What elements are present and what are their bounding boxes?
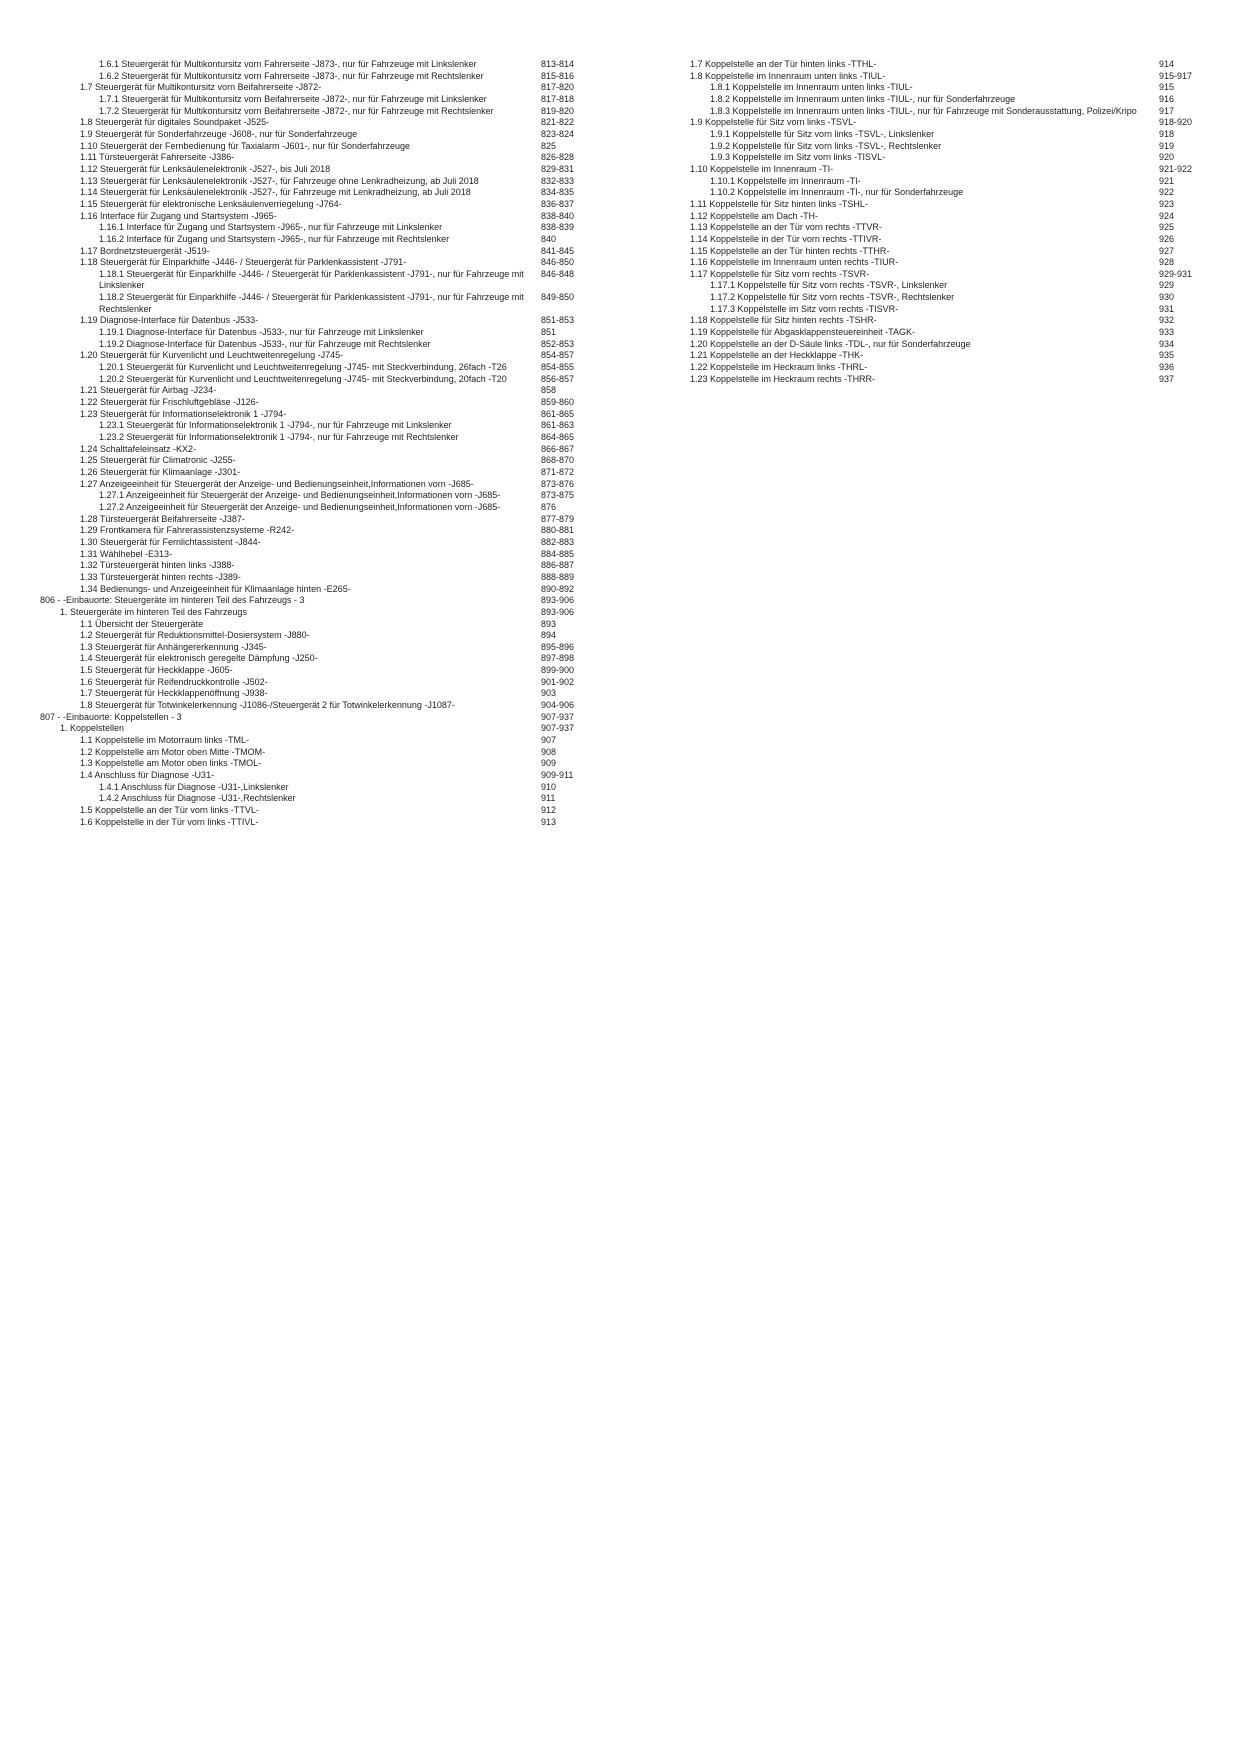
toc-entry-pages: 924 [1159, 210, 1175, 221]
toc-entry-pages: 929 [1159, 280, 1175, 291]
toc-entry [690, 362, 1210, 374]
toc-entry-title: 1.12 Steuergerät für Lenksäulenelektronik -J527-, bis Juli 2018 [80, 163, 331, 174]
toc-entry [690, 211, 1210, 223]
toc-entry-title: 1.23 Steuergerät für Informationselektronik 1 -J794- [80, 408, 287, 419]
toc-entry-pages: 933 [1159, 327, 1175, 338]
toc-entry-pages: 928 [1159, 257, 1175, 268]
toc-entry-pages: 880-881 [541, 525, 575, 536]
toc-entry [0, 129, 600, 141]
toc-entry-title: 1. Steuergeräte im hinteren Teil des Fahrzeugs [60, 606, 247, 617]
toc-entry-title: 1.14 Koppelstelle in der Tür vorn rechts -TTIVR- [690, 233, 882, 244]
toc-entry [0, 106, 600, 118]
toc-entry-title: 1.24 Schalttafeleinsatz -KX2- [80, 443, 197, 454]
toc-entry-pages: 937 [1159, 373, 1175, 384]
toc-entry [0, 246, 600, 258]
toc-entry [0, 665, 600, 677]
toc-entry-title: 1.2 Koppelstelle am Motor oben Mitte -TMOM- [80, 746, 266, 757]
toc-entry-pages: 907-937 [541, 723, 575, 734]
toc-entry-pages: 840 [541, 233, 557, 244]
toc-entry-pages: 929-931 [1159, 268, 1193, 279]
toc-entry [0, 677, 600, 689]
toc-entry-pages: 895-896 [541, 641, 575, 652]
toc-entry-title: 1.34 Bedienungs- und Anzeigeeinheit für Klimaanlage hinten -E265- [80, 583, 351, 594]
toc-entry-pages: 817-818 [541, 93, 575, 104]
toc-entry [690, 280, 1210, 292]
toc-entry [690, 141, 1210, 153]
toc-entry [0, 735, 600, 747]
toc-entry [0, 514, 600, 526]
toc-entry [690, 374, 1210, 386]
toc-entry-pages: 849-850 [541, 292, 575, 303]
toc-entry-pages: 893 [541, 618, 557, 629]
toc-entry-pages: 851 [541, 327, 557, 338]
toc-entry-pages: 882-883 [541, 536, 575, 547]
toc-entry-title: 1.8.1 Koppelstelle im Innenraum unten links -TIUL- [710, 82, 913, 93]
toc-right-column [690, 59, 1210, 385]
toc-entry [0, 723, 600, 735]
toc-entry-pages: 910 [541, 781, 557, 792]
toc-entry-pages: 930 [1159, 292, 1175, 303]
toc-entry-pages: 856-857 [541, 373, 575, 384]
toc-entry [0, 257, 600, 269]
toc-entry-title: 1.26 Steuergerät für Klimaanlage -J301- [80, 466, 241, 477]
toc-entry-pages: 819-820 [541, 105, 575, 116]
toc-entry [0, 549, 600, 561]
toc-entry [690, 257, 1210, 269]
toc-entry-pages: 864-865 [541, 432, 575, 442]
toc-entry-pages: 888-889 [541, 571, 575, 582]
toc-entry-pages: 897-898 [541, 653, 575, 664]
toc-entry-title: 1.18.1 Steuergerät für Einparkhilfe -J446- / Steuergerät für Parklenkassistent -J791-, nur für Fahrzeuge mit Linkslenker [99, 268, 524, 291]
toc-entry-pages: 893-906 [541, 595, 575, 606]
toc-entry-title: 1.15 Steuergerät für elektronische Lenksäulenverriegelung -J764- [80, 198, 342, 209]
toc-entry [0, 222, 600, 234]
toc-entry-pages: 890-892 [541, 583, 575, 594]
toc-entry-pages: 903 [541, 688, 557, 699]
toc-entry-title: 1.5 Steuergerät für Heckklappe -J605- [80, 665, 233, 676]
toc-entry [690, 339, 1210, 351]
toc-entry [0, 642, 600, 654]
toc-entry [690, 234, 1210, 246]
toc-entry-pages: 935 [1159, 350, 1175, 361]
toc-entry-pages: 859-860 [541, 397, 575, 408]
toc-entry-title: 1.20 Koppelstelle an der D-Säule links -TDL-, nur für Sonderfahrzeuge [690, 338, 971, 349]
toc-entry-pages: 825 [541, 140, 557, 151]
toc-entry-title: 1.33 Türsteuergerät hinten rechts -J389- [80, 571, 241, 582]
toc-entry-title: 1.3 Koppelstelle am Motor oben links -TMOL- [80, 758, 262, 769]
toc-entry-title: 1.27.1 Anzeigeeinheit für Steuergerät der Anzeige- und Bedienungseinheit,Informationen vorn -J685- [99, 490, 501, 501]
toc-entry-title: 1.10 Koppelstelle im Innenraum -TI- [690, 163, 834, 174]
toc-entry-title: 1.8 Koppelstelle im Innenraum unten links -TIUL- [690, 70, 886, 81]
toc-entry-title: 1.9.3 Koppelstelle im Sitz vorn links -TISVL- [710, 152, 886, 163]
toc-entry-title: 1.19.2 Diagnose-Interface für Datenbus -J533-, nur für Fahrzeuge mit Rechtslenker [99, 338, 431, 349]
toc-entry [0, 164, 600, 176]
toc-entry-pages: 919 [1159, 140, 1175, 151]
toc-entry-pages: 829-831 [541, 163, 575, 174]
toc-entry [690, 117, 1210, 129]
toc-entry [690, 59, 1210, 71]
toc-entry-pages: 926 [1159, 233, 1175, 244]
toc-entry [0, 653, 600, 665]
toc-entry [690, 82, 1210, 94]
toc-entry-title: 1.8 Steuergerät für Totwinkelerkennung -J1086-/Steuergerät 2 für Totwinkelerkennung -J1087- [80, 700, 455, 711]
toc-entry [0, 374, 600, 386]
toc-entry-title: 1.10.2 Koppelstelle im Innenraum -TI-, nur für Sonderfahrzeuge [710, 187, 964, 198]
toc-entry-title: 807 - -Einbauorte: Koppelstellen - 3 [40, 711, 182, 722]
toc-entry [0, 141, 600, 153]
toc-entry [0, 490, 600, 502]
toc-entry [690, 94, 1210, 106]
toc-entry-pages: 866-867 [541, 443, 575, 454]
toc-entry [0, 782, 600, 794]
toc-entry [690, 304, 1210, 316]
toc-entry-title: 1.9.1 Koppelstelle für Sitz vorn links -TSVL-, Linkslenker [710, 128, 935, 139]
toc-entry [690, 292, 1210, 304]
toc-entry-pages: 876 [541, 501, 557, 512]
toc-entry-title: 1.6 Steuergerät für Reifendruckkontrolle -J502- [80, 676, 268, 687]
toc-entry-title: 1.19.1 Diagnose-Interface für Datenbus -J533-, nur für Fahrzeuge mit Linkslenker [99, 327, 424, 338]
toc-entry-title: 1.8.2 Koppelstelle im Innenraum unten links -TIUL-, nur für Sonderfahrzeuge [710, 93, 1016, 104]
toc-entry-pages: 916 [1159, 93, 1175, 104]
toc-entry [690, 315, 1210, 327]
toc-entry-pages: 915-917 [1159, 70, 1193, 81]
toc-entry-title: 1.29 Frontkamera für Fahrerassistenzsysteme -R242- [80, 525, 295, 536]
toc-entry-pages: 894 [541, 630, 557, 641]
toc-entry-title: 1.3 Steuergerät für Anhängererkennung -J345- [80, 641, 267, 652]
toc-entry [0, 793, 600, 805]
toc-entry-title: 1.31 Wählhebel -E313- [80, 548, 173, 559]
toc-entry [690, 176, 1210, 188]
toc-entry [0, 817, 600, 829]
toc-entry [0, 537, 600, 549]
toc-entry-pages: 854-857 [541, 350, 575, 361]
toc-entry-title: 1.6.2 Steuergerät für Multikontursitz vorn Fahrerseite -J873-, nur für Fahrzeuge mit Rechtslenker [99, 70, 484, 81]
toc-entry-pages: 907 [541, 735, 557, 746]
toc-entry [0, 71, 600, 83]
toc-entry-pages: 851-853 [541, 315, 575, 326]
toc-entry-pages: 846-848 [541, 268, 575, 279]
toc-entry-title: 1.22 Steuergerät für Frischluftgebläse -J126- [80, 397, 259, 408]
toc-entry-pages: 838-840 [541, 210, 575, 221]
toc-entry [0, 700, 600, 712]
toc-entry [690, 164, 1210, 176]
toc-entry [0, 420, 600, 432]
toc-entry [0, 362, 600, 374]
toc-entry-pages: 918 [1159, 128, 1175, 139]
toc-entry-title: 1.17.1 Koppelstelle für Sitz vorn rechts -TSVR-, Linkslenker [710, 280, 948, 291]
toc-entry-title: 1.2 Steuergerät für Reduktionsmittel-Dosiersystem -J880- [80, 630, 310, 641]
toc-entry-title: 1.15 Koppelstelle an der Tür hinten rechts -TTHR- [690, 245, 890, 256]
toc-entry-pages: 826-828 [541, 152, 575, 163]
toc-entry-title: 1.13 Koppelstelle an der Tür vorn rechts -TTVR- [690, 222, 882, 233]
toc-entry-pages: 886-887 [541, 560, 575, 571]
toc-entry-pages: 922 [1159, 187, 1175, 198]
toc-entry-pages: 821-822 [541, 117, 575, 128]
toc-entry-title: 1.8.3 Koppelstelle im Innenraum unten links -TIUL-, nur für Fahrzeuge mit Sonderausstattung, Polizei/Kripo [710, 105, 1137, 116]
toc-entry-title: 1.16 Koppelstelle im Innenraum unten rechts -TIUR- [690, 257, 899, 268]
toc-entry-title: 1.27 Anzeigeeinheit für Steuergerät der Anzeige- und Bedienungseinheit,Informationen vorn -J685- [80, 478, 474, 489]
toc-entry-title: 1.7 Steuergerät für Heckklappenöffnung -J938- [80, 688, 268, 699]
toc-entry-pages: 899-900 [541, 665, 575, 676]
toc-entry-pages: 913 [541, 816, 557, 827]
toc-entry [0, 758, 600, 770]
toc-entry [0, 595, 600, 607]
toc-entry-title: 1.7 Koppelstelle an der Tür hinten links -TTHL- [690, 59, 877, 69]
toc-entry-title: 806 - -Einbauorte: Steuergeräte im hinteren Teil des Fahrzeugs - 3 [40, 595, 305, 606]
toc-entry-title: 1.6.1 Steuergerät für Multikontursitz vorn Fahrerseite -J873-, nur für Fahrzeuge mit Linkslenker [99, 59, 477, 69]
toc-entry-title: 1.16 Interface für Zugang und Startsystem -J965- [80, 210, 277, 221]
toc-entry-pages: 868-870 [541, 455, 575, 466]
toc-entry [0, 187, 600, 199]
toc-entry-pages: 931 [1159, 303, 1175, 314]
toc-entry [0, 467, 600, 479]
toc-entry-title: 1.17 Koppelstelle für Sitz vorn rechts -TSVR- [690, 268, 870, 279]
toc-entry-title: 1.17.2 Koppelstelle für Sitz vorn rechts -TSVR-, Rechtslenker [710, 292, 955, 303]
toc-entry [0, 805, 600, 817]
toc-entry-pages: 909-911 [541, 770, 574, 781]
toc-entry-title: 1.23.2 Steuergerät für Informationselektronik 1 -J794-, nur für Fahrzeuge mit Rechtslenker [99, 432, 459, 442]
toc-entry [0, 560, 600, 572]
toc-entry [0, 479, 600, 491]
toc-entry-title: 1.4 Anschluss für Diagnose -U31- [80, 770, 215, 781]
toc-entry-title: 1.9 Koppelstelle für Sitz vorn links -TSVL- [690, 117, 857, 128]
toc-entry-pages: 934 [1159, 338, 1175, 349]
toc-entry-pages: 921 [1159, 175, 1175, 186]
toc-entry-title: 1.17 Bordnetzsteuergerät -J519- [80, 245, 210, 256]
toc-entry-title: 1.25 Steuergerät für Climatronic -J255- [80, 455, 236, 466]
toc-entry-title: 1.11 Koppelstelle für Sitz hinten links -TSHL- [690, 198, 868, 209]
toc-entry-title: 1.12 Koppelstelle am Dach -TH- [690, 210, 819, 221]
toc-entry-pages: 921-922 [1159, 163, 1193, 174]
toc-entry-title: 1.17.3 Koppelstelle im Sitz vorn rechts -TISVR- [710, 303, 899, 314]
toc-entry-title: 1.23.1 Steuergerät für Informationselektronik 1 -J794-, nur für Fahrzeuge mit Linkslenker [99, 420, 452, 431]
toc-entry-pages: 923 [1159, 198, 1175, 209]
toc-entry-title: 1.18 Koppelstelle für Sitz hinten rechts -TSHR- [690, 315, 877, 326]
toc-entry-pages: 912 [541, 805, 557, 815]
toc-entry [0, 315, 600, 327]
toc-entry [0, 385, 600, 397]
toc-entry-pages: 836-837 [541, 198, 575, 209]
toc-entry-title: 1.9 Steuergerät für Sonderfahrzeuge -J608-, nur für Sonderfahrzeuge [80, 128, 358, 139]
toc-entry [690, 187, 1210, 199]
toc-entry [0, 152, 600, 164]
toc-entry-title: 1.10.1 Koppelstelle im Innenraum -TI- [710, 175, 861, 186]
toc-entry [0, 525, 600, 537]
toc-entry-pages: 915 [1159, 82, 1175, 93]
toc-entry-pages: 907-937 [541, 711, 575, 722]
toc-left-column [0, 59, 600, 828]
toc-entry-pages: 936 [1159, 362, 1175, 373]
toc-entry [0, 619, 600, 631]
toc-entry-pages: 914 [1159, 59, 1175, 69]
toc-entry-title: 1.32 Türsteuergerät hinten links -J388- [80, 560, 235, 571]
toc-entry-title: 1.28 Türsteuergerät Beifahrerseite -J387- [80, 513, 245, 524]
toc-entry [0, 572, 600, 584]
toc-entry [0, 432, 600, 444]
toc-entry-pages: 911 [541, 793, 556, 804]
toc-entry-title: 1.7.2 Steuergerät für Multikontursitz vorn Beifahrerseite -J872-, nur für Fahrzeuge mit Rechtslenker [99, 105, 494, 116]
toc-entry-title: 1.16.1 Interface für Zugang und Startsystem -J965-, nur für Fahrzeuge mit Linkslenker [99, 222, 443, 233]
toc-entry-title: 1.27.2 Anzeigeeinheit für Steuergerät der Anzeige- und Bedienungseinheit,Informationen vorn -J685- [99, 501, 501, 512]
toc-entry-pages: 846-850 [541, 257, 575, 268]
toc-entry-title: 1.4.1 Anschluss für Diagnose -U31-,Linkslenker [99, 781, 289, 792]
toc-entry-title: 1.7 Steuergerät für Multikontursitz vorn Beifahrerseite -J872- [80, 82, 322, 93]
toc-entry [0, 292, 600, 315]
toc-entry-title: 1.19 Diagnose-Interface für Datenbus -J533- [80, 315, 259, 326]
toc-entry [0, 234, 600, 246]
toc-entry-title: 1.10 Steuergerät der Fernbedienung für Taxialarm -J601-, nur für Sonderfahrzeuge [80, 140, 411, 151]
toc-entry-pages: 852-853 [541, 338, 575, 349]
toc-entry [0, 409, 600, 421]
toc-entry-pages: 834-835 [541, 187, 575, 198]
toc-entry-pages: 873-876 [541, 478, 575, 489]
toc-entry-title: 1.4 Steuergerät für elektronisch geregelte Dämpfung -J250- [80, 653, 318, 664]
toc-entry [0, 607, 600, 619]
toc-entry-pages: 861-863 [541, 420, 575, 431]
toc-entry [0, 82, 600, 94]
toc-entry [690, 350, 1210, 362]
toc-entry-pages: 908 [541, 746, 557, 757]
toc-entry-pages: 932 [1159, 315, 1175, 326]
toc-entry [690, 327, 1210, 339]
toc-entry [0, 94, 600, 106]
toc-entry [0, 397, 600, 409]
toc-entry-title: 1.11 Türsteuergerät Fahrerseite -J386- [80, 152, 235, 163]
toc-entry [0, 327, 600, 339]
toc-entry-title: 1.14 Steuergerät für Lenksäulenelektronik -J527-, für Fahrzeuge mit Lenkradheizung, ab Juli 2018 [80, 187, 471, 198]
toc-entry [0, 770, 600, 782]
toc-entry [0, 350, 600, 362]
toc-entry-pages: 920 [1159, 152, 1175, 163]
toc-entry-pages: 823-824 [541, 128, 575, 139]
toc-entry-pages: 893-906 [541, 606, 575, 617]
toc-entry [690, 106, 1210, 118]
toc-entry [0, 747, 600, 759]
toc-entry-pages: 918-920 [1159, 117, 1193, 128]
toc-entry-pages: 901-902 [541, 676, 575, 687]
toc-entry-pages: 904-906 [541, 700, 575, 711]
toc-entry-pages: 917 [1159, 105, 1175, 116]
toc-entry-title: 1.20.1 Steuergerät für Kurvenlicht und Leuchtweitenregelung -J745- mit Steckverbindung, 26fach -T26 [99, 362, 507, 373]
toc-entry [690, 246, 1210, 258]
toc-entry [0, 444, 600, 456]
toc-entry-pages: 858 [541, 385, 557, 396]
toc-entry-pages: 925 [1159, 222, 1175, 233]
toc-entry [0, 630, 600, 642]
toc-entry [0, 712, 600, 724]
toc-entry-title: 1.9.2 Koppelstelle für Sitz vorn links -TSVL-, Rechtslenker [710, 140, 942, 151]
toc-entry [0, 688, 600, 700]
toc-entry-title: 1.6 Koppelstelle in der Tür vorn links -TTIVL- [80, 816, 259, 827]
toc-entry [0, 59, 600, 71]
toc-entry-title: 1.16.2 Interface für Zugang und Startsystem -J965-, nur für Fahrzeuge mit Rechtslenker [99, 233, 450, 244]
toc-entry-pages: 909 [541, 758, 557, 769]
toc-entry [0, 199, 600, 211]
toc-entry [690, 129, 1210, 141]
toc-entry [0, 502, 600, 514]
toc-entry [0, 269, 600, 292]
toc-entry-title: 1.4.2 Anschluss für Diagnose -U31-,Rechtslenker [99, 793, 296, 804]
toc-entry-pages: 813-814 [541, 59, 575, 69]
toc-entry-title: 1.21 Steuergerät für Airbag -J234- [80, 385, 217, 396]
toc-entry [0, 176, 600, 188]
toc-entry-title: 1.8 Steuergerät für digitales Soundpaket -J525- [80, 117, 270, 128]
toc-entry-title: 1.1 Übersicht der Steuergeräte [80, 618, 204, 629]
toc-entry-title: 1.20.2 Steuergerät für Kurvenlicht und Leuchtweitenregelung -J745- mit Steckverbindung, 20fach -T20 [99, 373, 507, 384]
toc-entry-pages: 815-816 [541, 70, 575, 81]
toc-entry-title: 1.13 Steuergerät für Lenksäulenelektronik -J527-, für Fahrzeuge ohne Lenkradheizung, ab Juli 2018 [80, 175, 479, 186]
toc-entry-pages: 838-839 [541, 222, 575, 233]
toc-entry [690, 152, 1210, 164]
toc-entry [0, 584, 600, 596]
toc-entry-pages: 884-885 [541, 548, 575, 559]
toc-entry-title: 1.30 Steuergerät für Fernlichtassistent -J844- [80, 536, 261, 547]
toc-entry-title: 1.1 Koppelstelle im Motorraum links -TML- [80, 735, 250, 746]
toc-entry [0, 455, 600, 467]
toc-entry [690, 199, 1210, 211]
toc-entry-title: 1.5 Koppelstelle an der Tür vorn links -TTVL- [80, 805, 259, 815]
toc-entry [690, 71, 1210, 83]
toc-entry-title: 1.20 Steuergerät für Kurvenlicht und Leuchtweitenregelung -J745- [80, 350, 344, 361]
toc-entry-pages: 877-879 [541, 513, 575, 524]
toc-entry-title: 1. Koppelstellen [60, 723, 125, 734]
toc-entry-pages: 817-820 [541, 82, 575, 93]
toc-entry-pages: 854-855 [541, 362, 575, 373]
toc-entry-pages: 871-872 [541, 466, 575, 477]
toc-entry [0, 117, 600, 129]
toc-entry-title: 1.19 Koppelstelle für Abgasklappensteuereinheit -TAGK- [690, 327, 915, 338]
toc-entry-pages: 927 [1159, 245, 1175, 256]
toc-entry-title: 1.18.2 Steuergerät für Einparkhilfe -J446- / Steuergerät für Parklenkassistent -J791-, nur für Fahrzeuge mit Rechtslenker [99, 292, 524, 314]
toc-entry [690, 222, 1210, 234]
toc-entry [0, 339, 600, 351]
toc-entry-pages: 841-845 [541, 245, 575, 256]
toc-entry-title: 1.7.1 Steuergerät für Multikontursitz vorn Beifahrerseite -J872-, nur für Fahrzeuge mit Linkslenker [99, 93, 487, 104]
toc-entry [690, 269, 1210, 281]
toc-entry-pages: 873-875 [541, 490, 575, 501]
toc-entry-pages: 861-865 [541, 408, 575, 419]
toc-entry-title: 1.21 Koppelstelle an der Heckklappe -THK- [690, 350, 864, 361]
toc-entry-title: 1.18 Steuergerät für Einparkhilfe -J446- / Steuergerät für Parklenkassistent -J791- [80, 257, 407, 268]
toc-entry [0, 211, 600, 223]
toc-entry-title: 1.23 Koppelstelle im Heckraum rechts -THRR- [690, 373, 876, 384]
toc-entry-title: 1.22 Koppelstelle im Heckraum links -THRL- [690, 362, 868, 373]
toc-entry-pages: 832-833 [541, 175, 575, 186]
